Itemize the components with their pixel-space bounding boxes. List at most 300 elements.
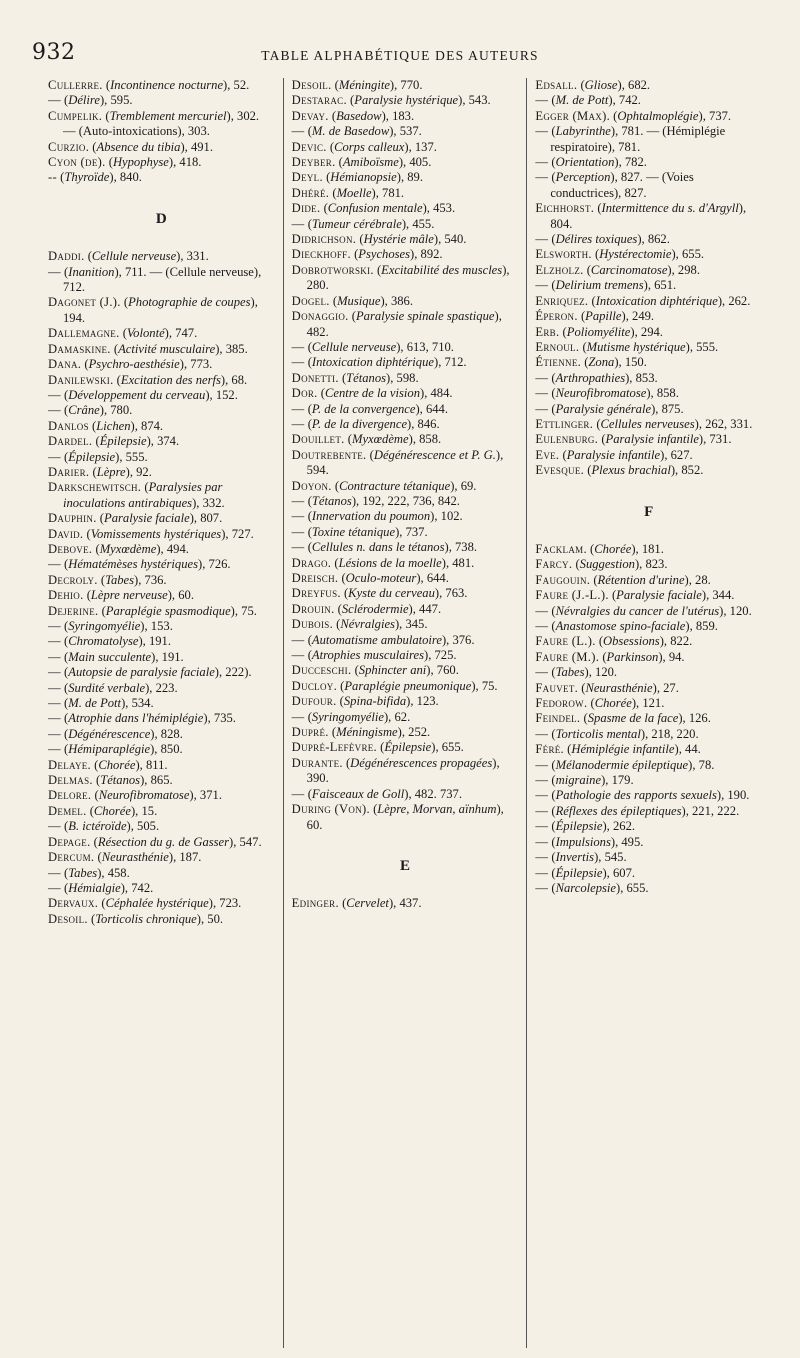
page-refs: , 345.	[399, 617, 428, 632]
author-name: —	[535, 865, 549, 880]
entry-topic: Surdité verbale	[68, 680, 146, 695]
author-name: Douillet.	[291, 432, 345, 447]
index-entry: Eulenburg. (Paralysie infantile), 731.	[535, 432, 732, 447]
author-name: —	[291, 509, 305, 524]
author-name: Ernoul.	[535, 339, 580, 354]
author-name: Devay.	[291, 108, 329, 123]
entry-topic: Torticolis mental	[555, 726, 641, 741]
author-name: —	[535, 850, 549, 865]
index-entry: Donetti. (Tétanos), 598.	[291, 370, 419, 385]
index-entry: Elsworth. (Hystérectomie), 655.	[535, 247, 705, 262]
entry-topic: Toxine tétanique	[311, 524, 396, 539]
section-letter: F	[644, 503, 654, 520]
author-name: Faugouin.	[535, 572, 591, 587]
page-refs: , 822.	[663, 634, 693, 649]
page-refs: , 534.	[125, 696, 154, 711]
author-name: —	[291, 124, 305, 139]
author-name: Dupré.	[291, 725, 329, 740]
index-entry: Drouin. (Sclérodermie), 447.	[291, 601, 442, 616]
entry-topic: Vomissements hystériques	[90, 526, 222, 541]
index-entry: During (Von). (Lèpre, Morvan, aïnhum), 60.	[291, 802, 504, 832]
index-entry: Dagonet (J.). (Photographie de coupes), 194.	[48, 295, 258, 325]
author-name: —	[535, 834, 549, 849]
page-refs: , 262.	[722, 293, 751, 308]
author-name: Cumpelik.	[48, 108, 103, 123]
page-refs: , 153.	[144, 619, 173, 633]
entry-topic: M. de Basedow	[311, 124, 390, 139]
entry-topic: Papille	[585, 309, 622, 324]
author-name: —	[48, 726, 61, 741]
page-refs: , 862.	[641, 232, 670, 247]
index-entry: Damaskine. (Activité musculaire), 385.	[48, 341, 248, 356]
entry-topic: Réflexes des épileptiques	[555, 803, 682, 818]
index-column-3	[526, 78, 770, 1348]
entry-topic: Impulsions	[555, 834, 611, 849]
page-refs: , 827. — (Voies conductrices), 827.	[550, 170, 694, 200]
index-entry: Faure (J.-L.). (Paralysie faciale), 344.	[535, 588, 735, 603]
index-entry: — (Arthropathies), 853.	[535, 370, 658, 385]
index-entry: Dide. (Confusion mentale), 453.	[291, 201, 456, 216]
page-refs: , 390.	[306, 755, 500, 786]
entry-topic: Perception	[555, 170, 611, 185]
entry-topic: Hystérie mâle	[363, 232, 434, 247]
page-refs: , 385.	[219, 341, 248, 356]
author-name: Danlos	[48, 418, 89, 433]
author-name: Destarac.	[291, 93, 347, 108]
entry-topic: B. ictéroïde	[68, 819, 127, 834]
entry-topic: Neurasthénie	[101, 850, 169, 865]
page-refs: , 727.	[225, 526, 254, 541]
page-refs: , 651.	[647, 278, 677, 293]
entry-topic: Volonté	[126, 326, 165, 341]
entry-topic: Paralysie faciale	[616, 588, 702, 603]
author-name: Curzio.	[48, 139, 90, 154]
entry-topic: Dégénérescence et P. G.	[373, 447, 496, 462]
entry-topic: Cellules nerveuses	[600, 416, 695, 431]
entry-topic: Basedow	[336, 108, 382, 123]
author-name: Donaggio.	[291, 309, 349, 324]
author-name: Feindel.	[535, 711, 581, 726]
author-name: Dubois.	[291, 617, 334, 632]
entry-topic: Tabes	[555, 665, 585, 680]
page-refs: , 811.	[139, 757, 168, 772]
entry-topic: Zona	[588, 355, 615, 370]
index-entry: Daddi. (Cellule nerveuse), 331.	[48, 249, 209, 264]
entry-topic: Hypophyse	[112, 155, 169, 170]
entry-topic: Syringomyélie	[311, 709, 384, 724]
author-name: —	[535, 603, 549, 618]
index-entry: — (Syringomyélie), 153.	[48, 619, 173, 633]
page-refs: , 15.	[135, 803, 158, 818]
author-name: Farcy.	[535, 557, 573, 572]
entry-topic: Hémiplégie infantile	[571, 742, 675, 757]
page-refs: , 738.	[448, 540, 478, 555]
author-name: —	[291, 786, 305, 801]
page-refs: , 773.	[183, 357, 213, 372]
index-entry: Cumpelik. (Tremblement mercuriel), 302. — (Auto-intoxications), 303.	[48, 108, 260, 139]
author-name: Faure (L.).	[535, 634, 596, 649]
entry-topic: Arthropathies	[555, 370, 626, 385]
entry-topic: Tabes	[68, 865, 98, 880]
index-entry: — (Autopsie de paralysie faciale), 222).	[48, 665, 252, 680]
author-name: —	[48, 557, 61, 572]
author-name: —	[291, 216, 305, 231]
author-name: Dreisch.	[291, 571, 339, 585]
author-name: —	[291, 524, 305, 539]
page-refs: , 594.	[306, 447, 504, 478]
page-refs: , 187.	[173, 850, 202, 865]
index-entry: Dhéré. (Moelle), 781.	[291, 185, 405, 200]
index-entry: — (P. de la divergence), 846.	[291, 416, 440, 431]
entry-topic: Hémialgie	[68, 880, 121, 895]
author-name: Evesque.	[535, 463, 585, 478]
author-name: —	[48, 696, 61, 711]
index-entry: Dehio. (Lèpre nerveuse), 60.	[48, 588, 194, 603]
entry-topic: Dégénérescence	[68, 726, 151, 741]
index-entry: Erb. (Poliomyélite), 294.	[535, 324, 663, 339]
entry-topic: Cellule nerveuse	[91, 249, 177, 264]
author-name: Étienne.	[535, 355, 582, 370]
index-entry: — (Impulsions), 495.	[535, 834, 644, 849]
page-refs: , 858.	[650, 386, 679, 401]
page-refs: , 770.	[394, 78, 423, 92]
author-name: Depage.	[48, 834, 91, 849]
index-entry: Douillet. (Myxœdème), 858.	[291, 432, 442, 447]
entry-topic: Développement du cerveau	[68, 387, 206, 402]
entry-topic: Délires toxiques	[555, 232, 638, 247]
index-entry: Dubois. (Névralgies), 345.	[291, 617, 428, 632]
author-name: —	[535, 93, 549, 108]
author-name: —	[48, 649, 61, 664]
index-entry: — (Orientation), 782.	[535, 155, 647, 170]
entry-topic: Ophtalmoplégie	[617, 108, 699, 123]
entry-topic: Cervelet	[346, 896, 389, 911]
page-refs: , 595.	[104, 93, 133, 108]
entry-topic: Chromatolyse	[68, 634, 139, 649]
index-entry: Feindel. (Spasme de la face), 126.	[535, 711, 711, 726]
index-entry: Egger (Max). (Ophtalmoplégie), 737.	[535, 108, 732, 123]
index-entry: Desoil. (Torticolis chronique), 50.	[48, 911, 224, 926]
entry-topic: Myxœdème	[351, 432, 409, 447]
page-refs: , 865.	[144, 773, 173, 788]
entry-topic: Carcinomatose	[590, 262, 668, 277]
index-entry: Donaggio. (Paralysie spinale spastique), 482.	[291, 309, 502, 339]
index-entry: Delore. (Neurofibromatose), 371.	[48, 788, 222, 803]
author-name: Dufour.	[291, 694, 337, 709]
page-refs: , 447.	[412, 601, 442, 616]
author-name: Deyl.	[291, 170, 323, 185]
index-entry: Didrichson. (Hystérie mâle), 540.	[291, 232, 467, 247]
author-name: Enriquez.	[535, 293, 589, 308]
page-refs: , 126.	[682, 711, 711, 726]
entry-topic: Tétanos	[311, 493, 352, 508]
index-entry: Dercum. (Neurasthénie), 187.	[48, 850, 202, 865]
entry-topic: Narcolepsie	[555, 880, 616, 895]
entry-topic: Paralysie faciale	[104, 511, 190, 526]
page-refs: , 482.	[306, 309, 502, 339]
index-entry: — (Délires toxiques), 862.	[535, 232, 670, 247]
author-name: —	[535, 370, 549, 385]
author-name: Dreyfus.	[291, 586, 341, 601]
index-entry: Decroly. (Tabes), 736.	[48, 572, 167, 587]
entry-topic: Faisceaux de Goll	[311, 786, 405, 801]
index-entry: — (Automatisme ambulatoire), 376.	[291, 632, 475, 647]
index-entry: Faugouin. (Rétention d'urine), 28.	[535, 572, 711, 587]
index-entry: Ettlinger. (Cellules nerveuses), 262, 331.	[535, 416, 753, 431]
entry-topic: Lichen	[96, 418, 131, 433]
entry-topic: Méningite	[338, 78, 390, 92]
index-entry: — (B. ictéroïde), 505.	[48, 819, 160, 834]
entry-topic: Orientation	[555, 155, 615, 170]
index-entry: — (Inanition), 711. — (Cellule nerveuse), 712.	[48, 264, 262, 295]
author-name: Dagonet (J.).	[48, 295, 121, 310]
author-name: Dercum.	[48, 850, 95, 865]
author-name: —	[535, 773, 549, 788]
index-entry: Delaye. (Chorée), 811.	[48, 757, 168, 772]
page-refs: , 482. 737.	[408, 786, 462, 801]
entry-topic: Oculo-moteur	[345, 571, 417, 585]
entry-topic: Tremblement mercuriel	[109, 108, 227, 123]
author-name: Dervaux.	[48, 896, 99, 911]
entry-topic: Myxœdème	[99, 541, 157, 556]
entry-topic: Délire	[68, 93, 100, 108]
index-entry: — (Anastomose spino-faciale), 859.	[535, 619, 718, 633]
page-refs: , 190.	[721, 788, 750, 803]
entry-topic: P. de la convergence	[311, 401, 416, 416]
page-refs: , 760.	[430, 663, 459, 678]
page-refs: , 181.	[635, 541, 664, 556]
entry-topic: Mélanodermie épileptique	[555, 757, 689, 772]
index-entry: — (Neurofibromatose), 858.	[535, 386, 679, 401]
index-entry: Dervaux. (Céphalée hystérique), 723.	[48, 896, 242, 911]
page-refs: , 374.	[150, 434, 180, 449]
page-refs: , 60.	[171, 588, 194, 603]
entry-topic: Gliose	[584, 78, 618, 92]
entry-topic: Neurofibromatose	[98, 788, 190, 803]
index-entry: Farcy. (Suggestion), 823.	[535, 557, 668, 572]
index-entry: Destarac. (Paralysie hystérique), 543.	[291, 93, 491, 108]
page-refs: , 655.	[675, 247, 705, 262]
author-name: --	[48, 170, 57, 185]
page-refs: , 218, 220.	[645, 726, 699, 741]
index-entry: Dana. (Psychro-aesthésie), 773.	[48, 357, 213, 372]
page-refs: , 75.	[234, 603, 257, 618]
page-refs: , 222).	[219, 665, 252, 680]
index-entry: — (Narcolepsie), 655.	[535, 880, 649, 895]
entry-topic: Inanition	[68, 264, 115, 279]
index-entry: Étienne. (Zona), 150.	[535, 355, 647, 370]
page-refs: , 644.	[419, 401, 448, 416]
author-name: —	[48, 819, 61, 834]
author-name: —	[48, 865, 61, 880]
page-refs: , 852.	[675, 463, 704, 478]
page-refs: , 495.	[615, 834, 644, 849]
entry-topic: Poliomyélite	[566, 324, 631, 339]
entry-topic: Mutisme hystérique	[586, 339, 686, 354]
index-entry: Demel. (Chorée), 15.	[48, 803, 158, 818]
entry-topic: Thyroïde	[64, 170, 110, 185]
entry-topic: Tabes	[105, 572, 135, 587]
page-refs: , 711. — (Cellule nerveuse), 712.	[63, 264, 262, 295]
author-name: Daddi.	[48, 249, 85, 264]
index-entry: Doutrebente. (Dégénérescence et P. G.), 594.	[291, 447, 504, 478]
author-name: —	[291, 401, 305, 416]
entry-topic: Musique	[337, 293, 381, 308]
entry-topic: migraine	[555, 773, 602, 788]
index-entry: — (Pathologie des rapports sexuels), 190.	[535, 788, 750, 803]
author-name: Durante.	[291, 755, 343, 770]
page-refs: , 60.	[306, 802, 504, 832]
entry-topic: Syringomyélie	[68, 619, 141, 633]
entry-topic: Paraplégie pneumonique	[344, 678, 472, 693]
author-name: —	[48, 742, 61, 757]
entry-topic: Épilepsie	[68, 449, 116, 464]
entry-topic: Lésions de la moelle	[338, 555, 442, 570]
index-entry: Dreisch. (Oculo-moteur), 644.	[291, 571, 449, 585]
index-entry: — (Torticolis mental), 218, 220.	[535, 726, 699, 741]
page-refs: , 555.	[119, 449, 148, 464]
author-name: —	[291, 540, 305, 555]
index-entry: Delmas. (Tétanos), 865.	[48, 773, 173, 788]
author-name: Elzholz.	[535, 262, 584, 277]
index-entry: — (Intoxication diphtérique), 712.	[291, 355, 467, 370]
entry-topic: Autopsie de paralysie faciale	[68, 665, 215, 680]
page-refs: , 252.	[401, 725, 431, 740]
index-entry: Devic. (Corps calleux), 137.	[291, 139, 437, 154]
index-entry: Cyon (de). (Hypophyse), 418.	[48, 155, 202, 170]
author-name: Darkschewitsch.	[48, 480, 142, 495]
page-refs: , 859.	[689, 619, 718, 633]
author-name: —	[48, 880, 61, 895]
entry-topic: Excitabilité des muscles	[381, 262, 503, 277]
index-entry: Faure (L.). (Obsessions), 822.	[535, 634, 693, 649]
index-entry: — (Tabes), 120.	[535, 665, 618, 680]
page-refs: , 840.	[113, 170, 142, 185]
page-refs: , 183.	[385, 108, 415, 123]
page-refs: , 94.	[662, 649, 685, 664]
entry-topic: Plexus brachial	[591, 463, 671, 478]
page-refs: , 725.	[428, 648, 457, 663]
index-entry: Darier. (Lèpre), 92.	[48, 464, 152, 479]
author-name: Dieckhoff.	[291, 247, 351, 262]
index-entry: Devay. (Basedow), 183.	[291, 108, 415, 123]
author-name: Delmas.	[48, 773, 93, 788]
index-entry: — (Hématémèses hystériques), 726.	[48, 557, 231, 572]
entry-topic: Épilepsie	[555, 819, 603, 834]
page-refs: , 742.	[124, 880, 154, 895]
page-refs: , 742.	[612, 93, 641, 108]
entry-topic: Activité musculaire	[118, 341, 216, 356]
entry-topic: Innervation du poumon	[311, 509, 431, 524]
index-entry: Drago. (Lésions de la moelle), 481.	[291, 555, 475, 570]
index-entry: -- (Thyroïde), 840.	[48, 170, 142, 185]
entry-topic: Moelle	[336, 185, 372, 200]
author-name: Doyon.	[291, 478, 332, 493]
entry-topic: Méningisme	[336, 725, 398, 740]
author-name: Ettlinger.	[535, 416, 594, 431]
entry-topic: Torticolis chronique	[95, 911, 197, 926]
entry-topic: Sclérodermie	[341, 601, 409, 616]
page-refs: , 491.	[184, 139, 213, 154]
author-name: —	[48, 665, 61, 680]
page-refs: , 50.	[200, 911, 224, 926]
author-name: —	[535, 726, 549, 741]
page-refs: , 807.	[193, 511, 223, 526]
author-name: Egger (Max).	[535, 108, 611, 123]
author-name: Demel.	[48, 803, 87, 818]
author-name: David.	[48, 526, 84, 541]
index-entry: — (Hémiparaplégie), 850.	[48, 742, 183, 757]
page-refs: , 376.	[446, 632, 475, 647]
author-name: Dide.	[291, 201, 321, 216]
index-entry: Dupré. (Méningisme), 252.	[291, 725, 431, 740]
author-name: Drouin.	[291, 601, 335, 616]
author-name: Cullerre.	[48, 78, 103, 92]
page-refs: , 598.	[390, 370, 419, 385]
page-refs: , 747.	[168, 326, 198, 341]
author-name: —	[535, 386, 549, 401]
index-entry: — (Tabes), 458.	[48, 865, 130, 880]
author-name: —	[291, 493, 305, 508]
index-entry: — (Chromatolyse), 191.	[48, 634, 171, 649]
page-refs: , 545.	[598, 850, 627, 865]
index-entry: — (Surdité verbale), 223.	[48, 680, 178, 695]
index-entry: — (M. de Pott), 534.	[48, 696, 154, 711]
author-name: —	[291, 416, 305, 431]
index-entry: — (P. de la convergence), 644.	[291, 401, 448, 416]
page-refs: , 655.	[435, 740, 464, 755]
author-name: Dardel.	[48, 434, 93, 449]
page-refs: , 78.	[692, 757, 715, 772]
entry-topic: Spasme de la face	[587, 711, 679, 726]
page-refs: , 735.	[207, 711, 236, 726]
page-refs: , 120.	[588, 665, 618, 680]
entry-topic: Paraplégie spasmodique	[105, 603, 231, 618]
index-entry: — (Paralysie générale), 875.	[535, 401, 684, 416]
entry-topic: Spina-bifida	[343, 694, 407, 709]
entry-topic: Invertis	[555, 850, 595, 865]
page-refs: , 386.	[384, 293, 413, 308]
author-name: Didrichson.	[291, 232, 357, 247]
entry-topic: Obsessions	[603, 634, 660, 649]
entry-topic: Hystérectomie	[599, 247, 672, 262]
index-entry: — (Cellule nerveuse), 613, 710.	[291, 339, 454, 354]
page-refs: , 481.	[445, 555, 475, 570]
index-entry: Dauphin. (Paralysie faciale), 807.	[48, 511, 223, 526]
index-entry: — (Délire), 595.	[48, 93, 133, 108]
index-entry: — (Hémialgie), 742.	[48, 880, 154, 895]
page-refs: , 858.	[412, 432, 442, 447]
author-name: —	[535, 155, 549, 170]
author-name: Éperon.	[535, 309, 578, 324]
page-refs: , 804.	[550, 201, 747, 231]
page-refs: , 453.	[426, 201, 456, 216]
entry-topic: Rétention d'urine	[597, 572, 685, 587]
entry-topic: Intoxication diphtérique	[595, 293, 718, 308]
index-entry: Ducloy. (Paraplégie pneumonique), 75.	[291, 678, 498, 693]
entry-topic: Chorée	[594, 541, 632, 556]
author-name: —	[535, 619, 549, 633]
page-refs: , 555.	[689, 339, 719, 354]
entry-topic: Paralysie infantile	[605, 432, 699, 447]
page-refs: , 737.	[702, 108, 732, 123]
entry-topic: Paralysies par inoculations antirabiques	[63, 480, 223, 510]
author-name: Fedorow.	[535, 696, 588, 711]
entry-topic: Hématémèses hystériques	[68, 557, 199, 572]
page-refs: , 179.	[605, 773, 634, 788]
author-name: Desoil.	[291, 78, 332, 92]
entry-topic: Confusion mentale	[327, 201, 423, 216]
